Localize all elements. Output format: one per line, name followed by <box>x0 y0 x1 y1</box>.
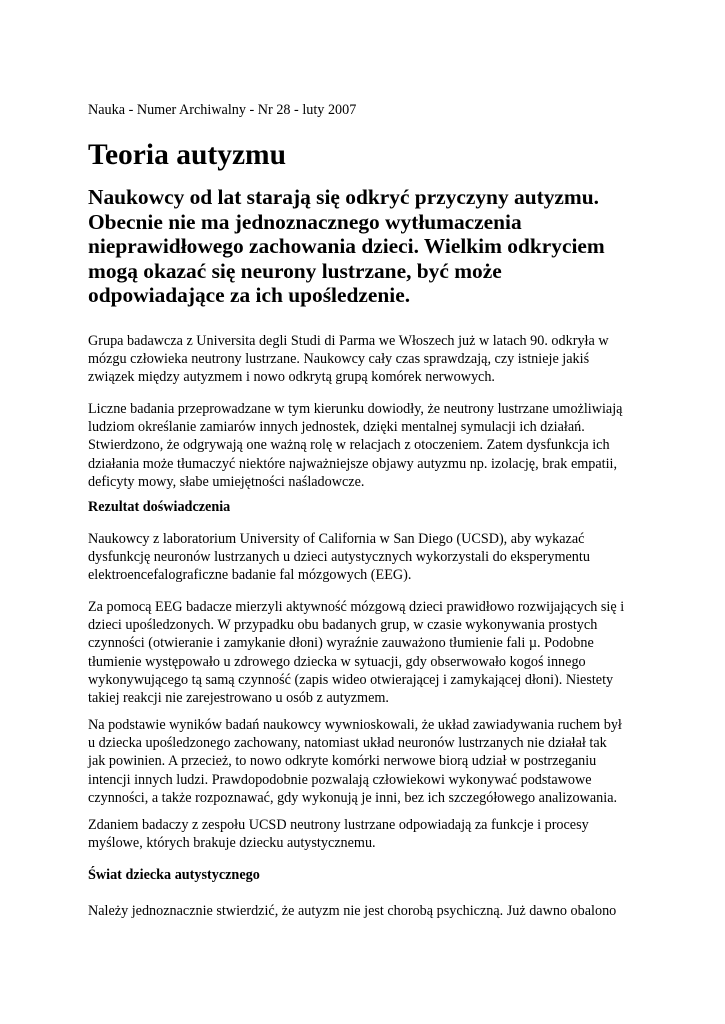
paragraph-line: jak powinien. A przecież, to nowo odkryte komórki nerwowe biorą udział w postrzeganiu <box>88 753 597 770</box>
lead-line: Obecnie nie ma jednoznacznego wytłumaczenia <box>88 209 522 234</box>
paragraph-line: wykonywującego tą samą czynność (zapis wideo otwierającej i zamykającej dłoni). Niestety <box>88 671 614 688</box>
paragraph-line: Liczne badania przeprowadzane w tym kierunku dowiodły, że neutrony lustrzane umożliwiają <box>88 401 623 417</box>
paragraph-line: dysfunkcję neuronów lustrzanych u dzieci autystycznych wykorzystali do eksperymentu <box>88 549 590 566</box>
article-lead <box>88 185 648 308</box>
lead-line: nieprawidłowego zachowania dzieci. Wielkim odkryciem <box>88 234 605 258</box>
paragraph-6 <box>88 816 648 852</box>
issue-info: Nauka - Numer Archiwalny - Nr 28 - luty 2007 <box>88 102 357 118</box>
paragraph-4 <box>88 598 648 707</box>
article-title: Teoria autyzmu <box>88 139 287 171</box>
paragraph-5 <box>88 716 648 807</box>
paragraph-line: tłumienie występowało u zdrowego dziecka w sytuacji, gdy obserwowało kogoś innego <box>88 653 586 670</box>
paragraph-line: intencji innych ludzi. Prawdopodobnie pozwalają człowiekowi wykonywać podstawowe <box>88 771 592 788</box>
paragraph-2 <box>88 400 648 491</box>
paragraph-1 <box>88 332 648 387</box>
paragraph-line: deficyty mowy, słabe umiejętności naśladowcze. <box>88 473 365 490</box>
lead-line: odpowiadające za ich upośledzenie. <box>88 283 411 307</box>
paragraph-line: związek między autyzmem i nowo odkrytą grupą komórek nerwowych. <box>88 369 495 386</box>
paragraph-line: czynności, a także rozpoznawać, gdy wykonują je inni, bez ich szczegółowego analizowania. <box>88 789 618 806</box>
paragraph-line: takiej reakcji nie zarejestrowano u osób z autyzmem. <box>88 690 389 707</box>
section-heading-autistic-child-world: Świat dziecka autystycznego <box>88 867 260 883</box>
lead-line: mogą okazać się neurony lustrzane, być może <box>88 258 502 283</box>
paragraph-line: Zdaniem badaczy z zespołu UCSD neutrony lustrzane odpowiadają za funkcje i procesy <box>88 817 589 833</box>
paragraph-7 <box>88 902 648 920</box>
paragraph-line: Naukowcy z laboratorium University of California w San Diego (UCSD), aby wykazać <box>88 531 585 547</box>
paragraph-line: mózgu człowieka neutrony lustrzane. Naukowcy cały czas sprawdzają, czy istnieje jakiś <box>88 351 590 368</box>
paragraph-line: działania może tłumaczyć niektóre najważniejsze objawy autyzmu np. izolację, brak empatii, <box>88 455 618 472</box>
paragraph-line: Grupa badawcza z Universita degli Studi di Parma we Włoszech już w latach 90. odkryła w <box>88 333 609 349</box>
paragraph-line: Za pomocą EEG badacze mierzyli aktywność mózgową dzieci prawidłowo rozwijających się i <box>88 599 625 615</box>
paragraph-line: dzieci upośledzonych. W przypadku obu badanych grup, w czasie wykonywania prostych <box>88 617 598 634</box>
paragraph-3 <box>88 530 648 585</box>
paragraph-line: ludziom określanie zamiarów innych jednostek, dzięki mentalnej symulacji ich działań. <box>88 419 585 436</box>
paragraph-line: u dziecka upośledzonego zachowany, natomiast układ neuronów lustrzanych nie działał tak <box>88 735 607 752</box>
paragraph-line: Stwierdzono, że odgrywają one ważną rolę w relacjach z otoczeniem. Zatem dysfunkcja ich <box>88 437 610 454</box>
paragraph-line: elektroencefalograficzne badanie fal mózgowych (EEG). <box>88 567 412 584</box>
paragraph-line: myślowe, których brakuje dziecku autystycznemu. <box>88 835 376 852</box>
lead-line: Naukowcy od lat starają się odkryć przyczyny autyzmu. <box>88 185 599 209</box>
paragraph-line: czynności (otwieranie i zamykanie dłoni) wyraźnie zauważono tłumienie fali µ. Podobne <box>88 635 594 652</box>
paragraph-line: Na podstawie wyników badań naukowcy wywnioskowali, że układ zawiadywania ruchem był <box>88 717 622 733</box>
section-heading-results: Rezultat doświadczenia <box>88 499 231 515</box>
paragraph-line: Należy jednoznacznie stwierdzić, że autyzm nie jest chorobą psychiczną. Już dawno obalono <box>88 903 617 919</box>
